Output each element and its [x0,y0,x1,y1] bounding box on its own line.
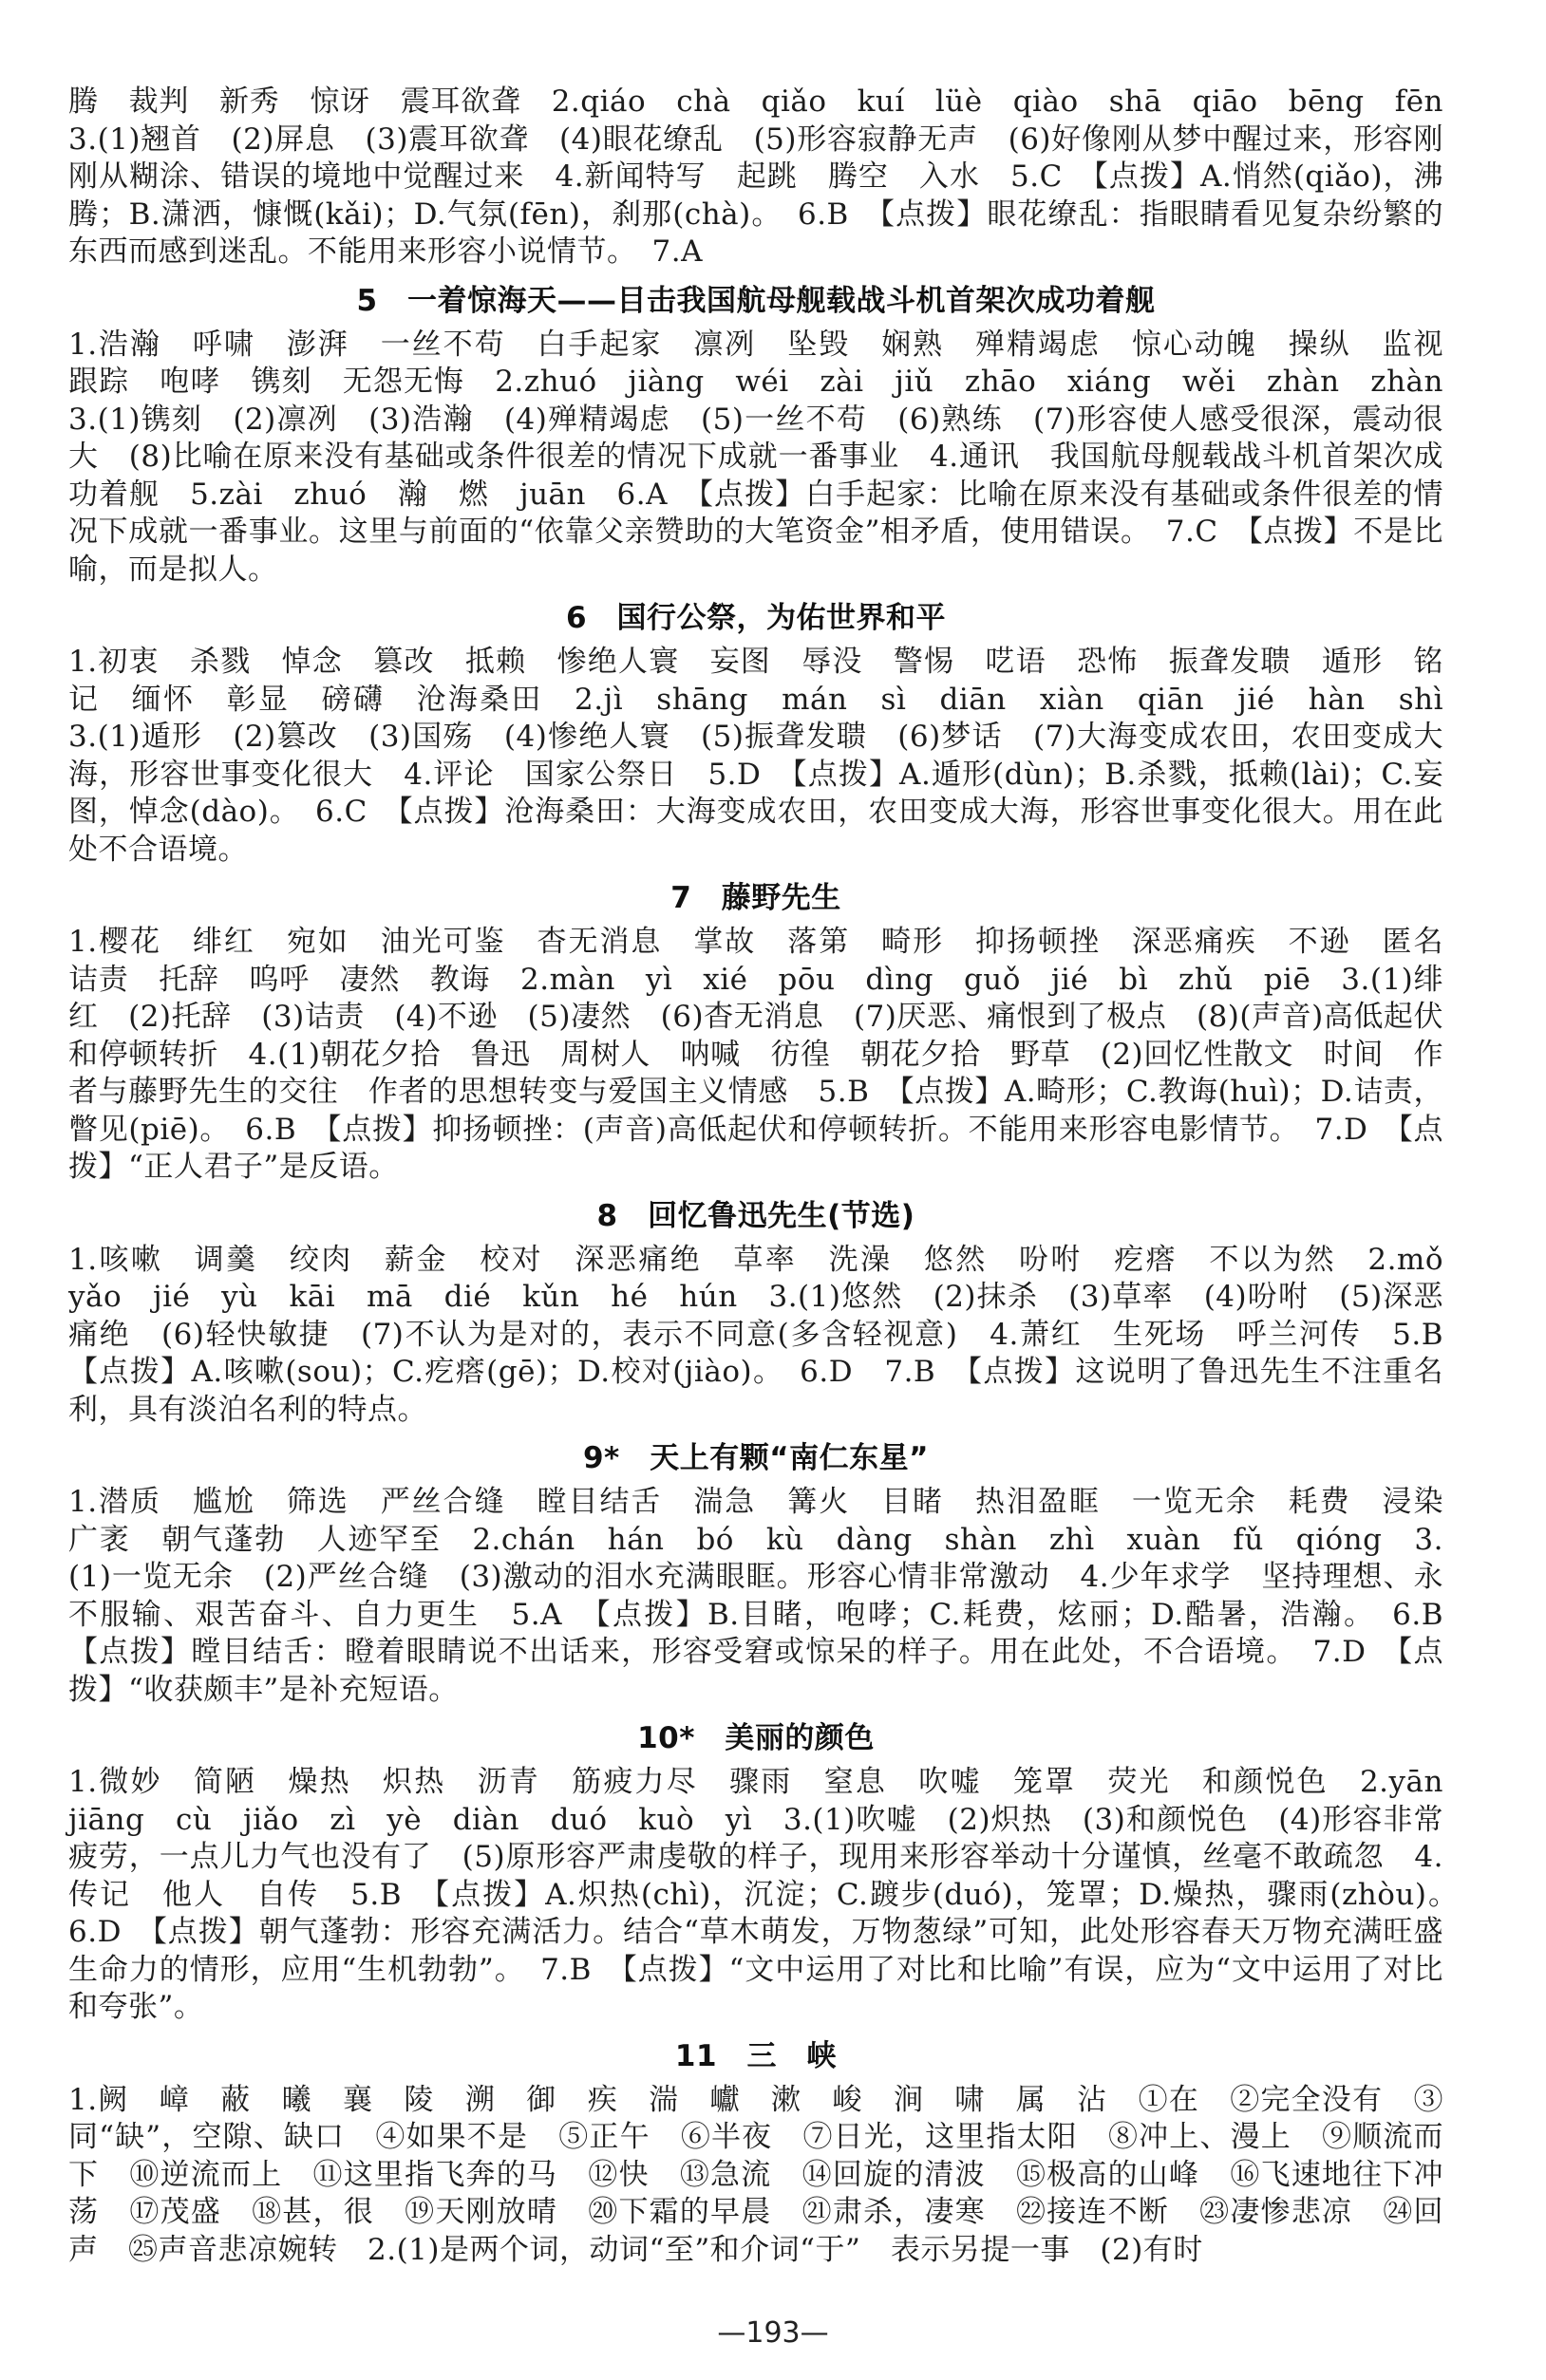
answer-paragraph-lesson-7: 1.樱花 绯红 宛如 油光可鉴 杳无消息 掌故 落第 畸形 抑扬顿挫 深恶痛疾 不逊 匿名 诘责 托辞 呜呼 凄然 教诲 2.màn yì xié pōu dìng guǒ jié bì zhǔ piē 3.(1)绯红 (2)托辞 (3)诘责 (4)不逊 (5)凄然 (6)杳无消息 (7)厌恶、痛恨到了极点 (8)(声音)高低起伏和停顿转折 4.(1)朝花夕拾 鲁迅 周树人 呐喊 彷徨 朝花夕拾 野草 (2)回忆性散文 时间 作者与藤野先生的交往 作者的思想转变与爱国主义情感 5.B 【点拨】A.畸形；C.教诲(huì)；D.诘责，瞥见(piē)。 6.B 【点拨】抑扬顿挫：(声音)高低起伏和停顿转折。不能用来形容电影情节。 7.D 【点拨】“正人君子”是反语。 [68,925,1474,1184]
lesson-10-title: 10* 美丽的颜色 [637,1721,875,1755]
answer-paragraph-lesson-5: 1.浩瀚 呼啸 澎湃 一丝不苟 白手起家 凛冽 坠毁 娴熟 殚精竭虑 惊心动魄 操纵 监视 跟踪 咆哮 镌刻 无怨无悔 2.zhuó jiàng wéi zài jiǔ zhāo xiáng wěi zhàn zhàn 3.(1)镌刻 (2)凛冽 (3)浩瀚 (4)殚精竭虑 (5)一丝不苟 (6)熟练 (7)形容使人感受很深，震动很大 (8)比喻在原来没有基础或条件很差的情况下成就一番事业 4.通讯 我国航母舰载战斗机首架次成功着舰 5.zài zhuó 瀚 燃 juān 6.A 【点拨】白手起家：比喻在原来没有基础或条件很差的情况下成就一番事业。这里与前面的“依靠父亲赞助的大笔资金”相矛盾，使用错误。 7.C 【点拨】不是比喻，而是拟人。 [68,327,1474,587]
answer-paragraph-lesson-6: 1.初衷 杀戮 悼念 篡改 抵赖 惨绝人寰 妄图 辱没 警惕 呓语 恐怖 振聋发聩 遁形 铭记 缅怀 彰显 磅礴 沧海桑田 2.jì shāng mán sì diān xiàn qiān jié hàn shì 3.(1)遁形 (2)篡改 (3)国殇 (4)惨绝人寰 (5)振聋发聩 (6)梦话 (7)大海变成农田，农田变成大海，形容世事变化很大 4.评论 国家公祭日 5.D 【点拨】A.遁形(dùn)；B.杀戮，抵赖(lài)；C.妄图，悼念(dào)。 6.C 【点拨】沧海桑田：大海变成农田，农田变成大海，形容世事变化很大。用在此处不合语境。 [68,645,1474,867]
lesson-8-title: 8 回忆鲁迅先生(节选) [596,1198,915,1233]
answer-paragraph-lesson-4-tail: 腾 裁判 新秀 惊讶 震耳欲聋 2.qiáo chà qiǎo kuí lüè qiào shā qiāo bēng fēn 3.(1)翘首 (2)屏息 (3)震耳欲聋 (4)眼花缭乱 (5)形容寂静无声 (6)好像刚从梦中醒过来，形容刚刚从糊涂、错误的境地中觉醒过来 4.新闻特写 起跳 腾空 入水 5.C 【点拨】A.悄然(qiǎo)，沸腾；B.潇洒，慷慨(kǎi)；D.气氛(fēn)，刹那(chà)。 6.B 【点拨】眼花缭乱：指眼睛看见复杂纷繁的东西而感到迷乱。不能用来形容小说情节。 7.A [68,84,1474,269]
answer-paragraph-lesson-9: 1.潜质 尴尬 筛选 严丝合缝 瞠目结舌 湍急 篝火 目睹 热泪盈眶 一览无余 耗费 浸染 广袤 朝气蓬勃 人迹罕至 2.chán hán bó kù dàng shàn zhì xuàn fǔ qióng 3.(1)一览无余 (2)严丝合缝 (3)激动的泪水充满眼眶。形容心情非常激动 4.少年求学 坚持理想、永不服输、艰苦奋斗、自力更生 5.A 【点拨】B.目睹，咆哮；C.耗费，炫丽；D.酷暑，浩瀚。 6.B 【点拨】瞠目结舌：瞪着眼睛说不出话来，形容受窘或惊呆的样子。用在此处，不合语境。 7.D 【点拨】“收获颇丰”是补充短语。 [68,1485,1474,1707]
lesson-7-title: 7 藤野先生 [670,881,841,915]
page-number: —193— [717,2316,829,2350]
lesson-6-title: 6 国行公祭，为佑世界和平 [565,601,947,635]
lesson-5-title: 5 一着惊海天——目击我国航母舰载战斗机首架次成功着舰 [356,283,1156,318]
answer-paragraph-lesson-11: 1.阙 嶂 蔽 曦 襄 陵 溯 御 疾 湍 巘 漱 峻 涧 啸 属 沾 ①在 ②完全没有 ③同“缺”，空隙、缺口 ④如果不是 ⑤正午 ⑥半夜 ⑦日光，这里指太阳 ⑧冲上、漫上 ⑨顺流而下 ⑩逆流而上 ⑪这里指飞奔的马 ⑫快 ⑬急流 ⑭回旋的清波 ⑮极高的山峰 ⑯飞速地往下冲荡 ⑰茂盛 ⑱甚，很 ⑲天刚放晴 ⑳下霜的早晨 ㉑肃杀，凄寒 ㉒接连不断 ㉓凄惨悲凉 ㉔回声 ㉕声音悲凉婉转 2.(1)是两个词，动词“至”和介词“于” 表示另提一事 (2)有时 [68,2082,1443,2267]
answer-paragraph-lesson-10: 1.微妙 简陋 燥热 炽热 沥青 筋疲力尽 骤雨 窒息 吹嘘 笼罩 荧光 和颜悦色 2.yān jiāng cù jiǎo zì yè diàn duó kuò yì 3.(1)吹嘘 (2)炽热 (3)和颜悦色 (4)形容非常疲劳，一点儿力气也没有了 (5)原形容严肃虔敬的样子，现用来形容举动十分谨慎，丝毫不敢疏忽 4.传记 他人 自传 5.B 【点拨】A.炽热(chì)，沉淀；C.踱步(duó)，笼罩；D.燥热，骤雨(zhòu)。 6.D 【点拨】朝气蓬勃：形容充满活力。结合“草木萌发，万物葱绿”可知，此处形容春天万物充满旺盛生命力的情形，应用“生机勃勃”。 7.B 【点拨】“文中运用了对比和比喻”有误，应为“文中运用了对比和夸张”。 [68,1765,1474,2024]
lesson-9-title: 9* 天上有颗“南仁东星” [582,1441,930,1475]
lesson-11-title: 11 三 峡 [674,2038,838,2073]
answer-content [68,84,1474,2269]
answer-paragraph-lesson-8: 1.咳嗽 调羹 绞肉 薪金 校对 深恶痛绝 草率 洗澡 悠然 吩咐 疙瘩 不以为然 2.mǒ yǎo jié yù kāi mā dié kǔn hé hún 3.(1)悠然 (2)抹杀 (3)草率 (4)吩咐 (5)深恶痛绝 (6)轻快敏捷 (7)不认为是对的，表示不同意(多含轻视意) 4.萧红 生死场 呼兰河传 5.B 【点拨】A.咳嗽(sou)；C.疙瘩(gē)；D.校对(jiào)。 6.D 7.B 【点拨】这说明了鲁迅先生不注重名利，具有淡泊名利的特点。 [68,1242,1474,1427]
